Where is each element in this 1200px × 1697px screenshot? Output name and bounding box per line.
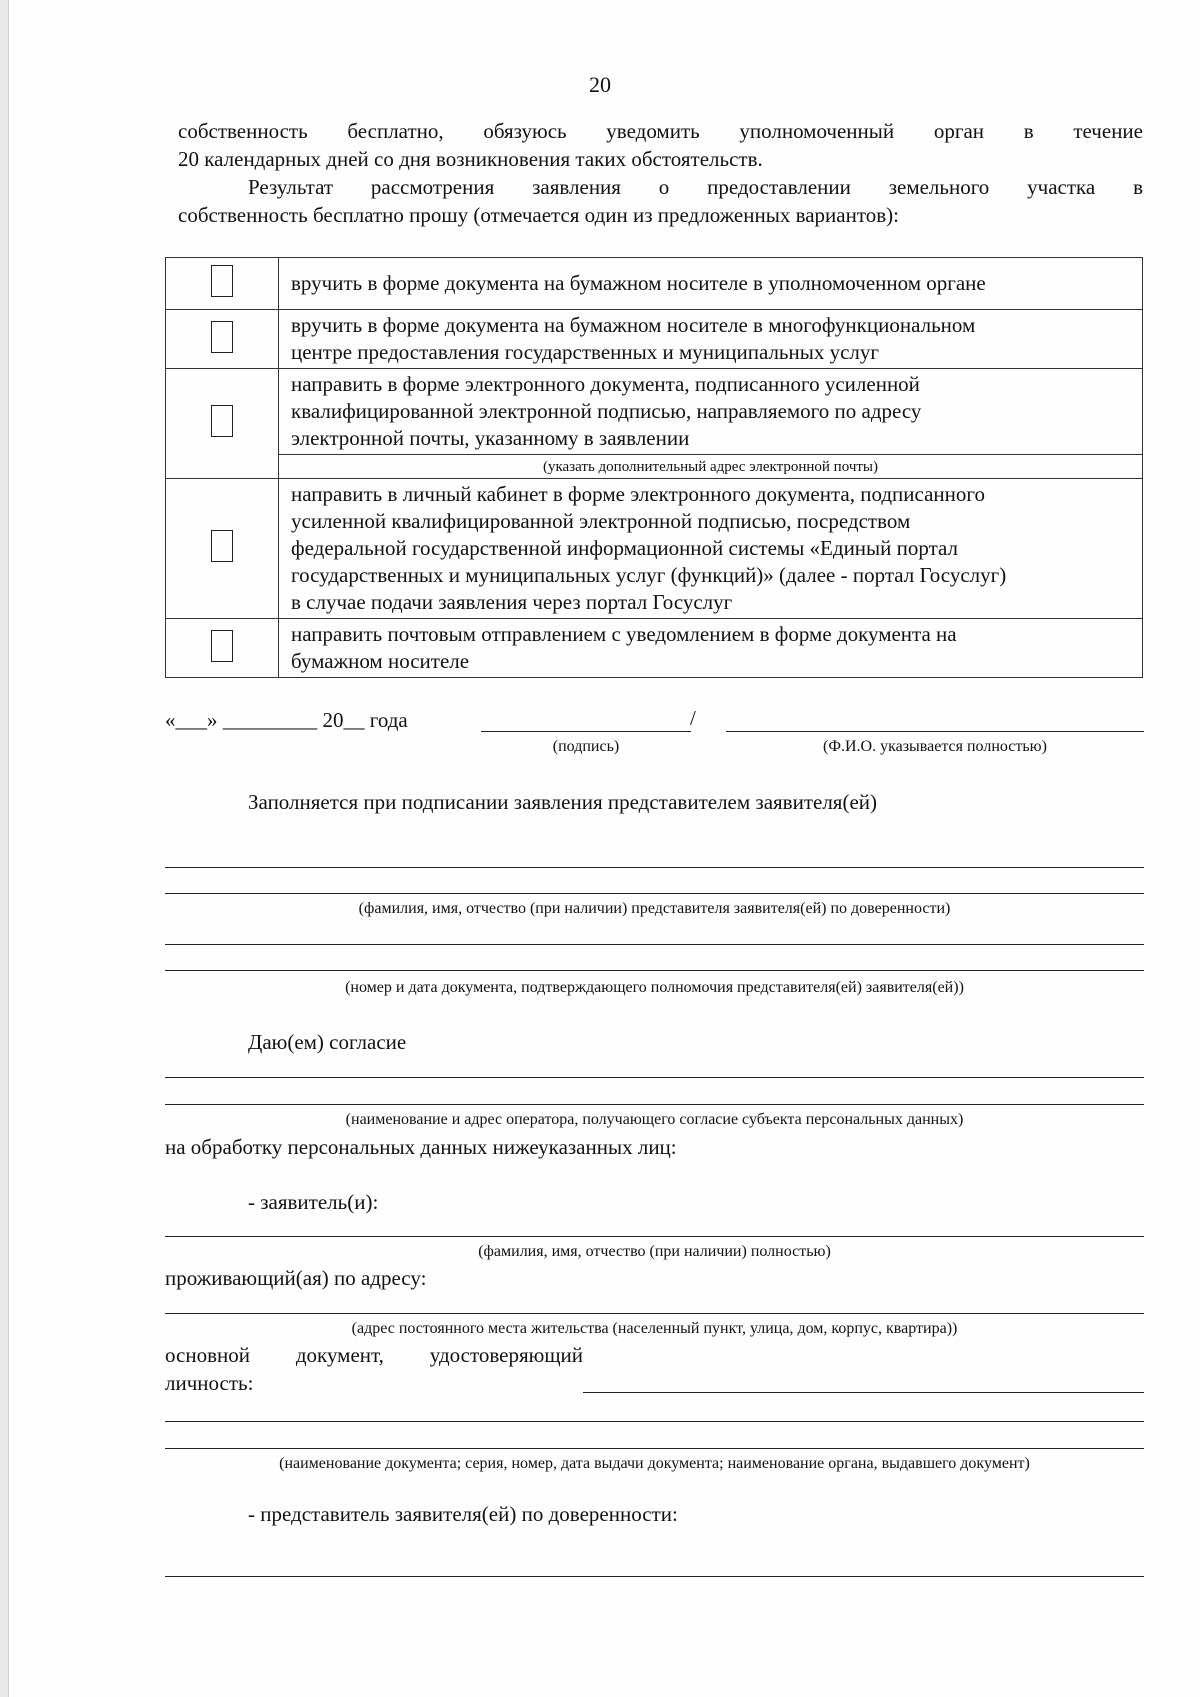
option-5-text bbox=[279, 619, 1143, 678]
option-4-checkbox[interactable] bbox=[211, 530, 233, 562]
option-5-checkbox[interactable] bbox=[211, 630, 233, 662]
option-row bbox=[166, 479, 1143, 619]
option-line: бумажном носителе bbox=[291, 649, 470, 673]
option-line: вручить в форме документа на бумажном носителе в многофункциональном bbox=[291, 313, 976, 337]
option-checkbox-cell bbox=[166, 619, 279, 678]
option-3-text bbox=[279, 369, 1143, 455]
option-line: направить почтовым отправлением с уведомлением в форме документа на bbox=[291, 622, 957, 646]
option-4-text bbox=[279, 479, 1143, 619]
residing-label: проживающий(ая) по адресу: bbox=[165, 1266, 427, 1290]
option-row bbox=[166, 310, 1143, 369]
intro-line-1: собственность бесплатно, обязуюсь уведомить уполномоченный орган в течение bbox=[178, 119, 1143, 143]
option-checkbox-cell bbox=[166, 369, 279, 479]
option-checkbox-cell bbox=[166, 310, 279, 369]
address-caption: (адрес постоянного места жительства (населенный пункт, улица, дом, корпус, квартира)) bbox=[351, 1320, 958, 1337]
option-row bbox=[166, 258, 1143, 310]
option-row bbox=[166, 369, 1143, 455]
intro-line-4: собственность бесплатно прошу (отмечается один из предложенных вариантов): bbox=[178, 203, 899, 227]
id-doc-line[interactable] bbox=[165, 1448, 1144, 1449]
intro-line-2: 20 календарных дней со дня возникновения таких обстоятельств. bbox=[178, 147, 763, 171]
delivery-options-table bbox=[165, 257, 1143, 678]
extra-email-caption: (указать дополнительный адрес электронной почты) bbox=[543, 458, 878, 475]
option-1-checkbox[interactable] bbox=[211, 265, 233, 297]
representative-doc-line[interactable] bbox=[165, 970, 1144, 971]
fio-caption: (Ф.И.О. указывается полностью) bbox=[823, 738, 1047, 755]
option-line: государственных и муниципальных услуг (функций)» (далее - портал Госуслуг) bbox=[291, 563, 1007, 587]
fio-line[interactable] bbox=[726, 731, 1144, 732]
id-doc-label-line-2: личность: bbox=[165, 1371, 254, 1395]
date-field[interactable]: «___» _________ 20__ года bbox=[165, 708, 408, 732]
applicant-name-caption: (фамилия, имя, отчество (при наличии) полностью) bbox=[478, 1243, 831, 1260]
applicant-name-line[interactable] bbox=[165, 1236, 1144, 1237]
scan-edge bbox=[0, 0, 8, 1697]
id-doc-label-line-1: основной документ, удостоверяющий bbox=[165, 1343, 583, 1367]
id-doc-caption: (наименование документа; серия, номер, дата выдачи документа; наименование органа, выдавшего документ) bbox=[279, 1455, 1030, 1472]
option-line: вручить в форме документа на бумажном носителе в уполномоченном органе bbox=[291, 271, 986, 295]
id-doc-line[interactable] bbox=[165, 1421, 1144, 1422]
operator-caption: (наименование и адрес оператора, получающего согласие субъекта персональных данных) bbox=[345, 1111, 964, 1128]
representative-heading: Заполняется при подписании заявления представителем заявителя(ей) bbox=[248, 790, 878, 814]
option-row bbox=[166, 455, 1143, 479]
representative-doc-line[interactable] bbox=[165, 944, 1144, 945]
signature-slash: / bbox=[690, 706, 696, 730]
option-line: федеральной государственной информационной системы «Единый портал bbox=[291, 536, 959, 560]
option-3-checkbox[interactable] bbox=[211, 405, 233, 437]
option-2-text bbox=[279, 310, 1143, 369]
representative-doc-caption: (номер и дата документа, подтверждающего полномочия представителя(ей) заявителя(ей)) bbox=[345, 979, 964, 996]
applicant-label: - заявитель(и): bbox=[248, 1190, 379, 1214]
option-line: направить в личный кабинет в форме электронного документа, подписанного bbox=[291, 482, 985, 506]
representative-name-caption: (фамилия, имя, отчество (при наличии) представителя заявителя(ей) по доверенности) bbox=[358, 900, 951, 917]
option-checkbox-cell bbox=[166, 479, 279, 619]
representative-name-line[interactable] bbox=[165, 867, 1144, 868]
representative-label: - представитель заявителя(ей) по доверенности: bbox=[248, 1502, 678, 1526]
option-2-checkbox[interactable] bbox=[211, 321, 233, 353]
representative-line[interactable] bbox=[165, 1576, 1144, 1577]
option-line: квалифицированной электронной подписью, направляемого по адресу bbox=[291, 399, 922, 423]
option-checkbox-cell bbox=[166, 258, 279, 310]
operator-line[interactable] bbox=[165, 1077, 1144, 1078]
representative-name-line[interactable] bbox=[165, 893, 1144, 894]
page-number: 20 bbox=[589, 72, 611, 97]
option-row bbox=[166, 619, 1143, 678]
consent-heading: Даю(ем) согласие bbox=[248, 1030, 407, 1054]
operator-line[interactable] bbox=[165, 1104, 1144, 1105]
intro-line-3: Результат рассмотрения заявления о предоставлении земельного участка в bbox=[248, 175, 1143, 199]
address-line[interactable] bbox=[165, 1313, 1144, 1314]
option-line: центре предоставления государственных и муниципальных услуг bbox=[291, 340, 880, 364]
option-line: направить в форме электронного документа, подписанного усиленной bbox=[291, 372, 920, 396]
processing-text: на обработку персональных данных нижеуказанных лиц: bbox=[165, 1135, 677, 1159]
signature-line[interactable] bbox=[481, 731, 691, 732]
signature-caption: (подпись) bbox=[552, 738, 620, 755]
option-line: усиленной квалифицированной электронной подписью, посредством bbox=[291, 509, 911, 533]
extra-email-field[interactable] bbox=[279, 455, 1143, 479]
id-doc-line[interactable] bbox=[583, 1392, 1144, 1393]
option-line: электронной почты, указанному в заявлении bbox=[291, 426, 690, 450]
option-1-text bbox=[279, 258, 1143, 310]
option-line: в случае подачи заявления через портал Госуслуг bbox=[291, 590, 733, 614]
scan-edge-shadow bbox=[8, 0, 9, 1697]
